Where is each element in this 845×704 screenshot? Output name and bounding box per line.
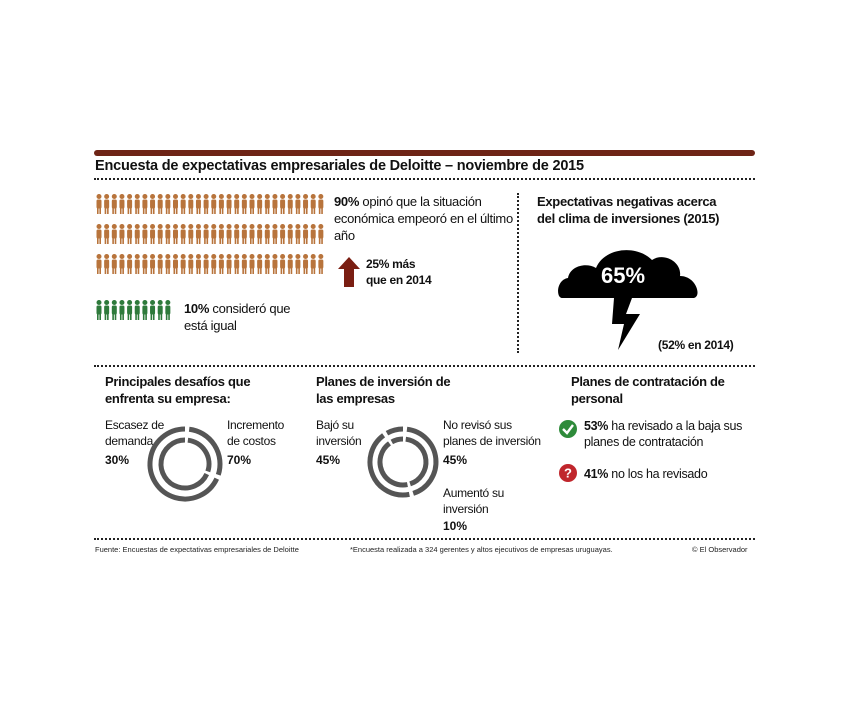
footer-note: *Encuesta realizada a 324 gerentes y altos ejecutivos de empresas uruguayas. [350, 545, 613, 554]
question-icon [558, 463, 578, 483]
person-icon-worse [127, 254, 132, 274]
person-icon-same [158, 300, 163, 320]
person-icon-worse [204, 224, 209, 244]
person-icon-worse [165, 194, 170, 214]
person-icon-worse [257, 194, 262, 214]
person-icon-worse [219, 224, 224, 244]
page-title: Encuesta de expectativas empresariales de Deloitte – noviembre de 2015 [95, 158, 584, 174]
challenges-donut-slice-1 [188, 440, 209, 471]
worse-pct: 90% [334, 194, 360, 209]
person-icon-worse [250, 224, 255, 244]
investment-not-revised-pct: 45% [443, 453, 468, 467]
hiring-title: Planes de contratación de personal [571, 374, 725, 406]
person-icon-worse [135, 254, 140, 274]
footer-source: Fuente: Encuestas de expectativas empresariales de Deloitte [95, 545, 299, 554]
person-icon-worse [119, 194, 124, 214]
hiring-revised-text [584, 418, 754, 450]
person-icon-worse [318, 254, 323, 274]
increase-text: que en 2014 [366, 273, 432, 287]
person-icon-worse [280, 194, 285, 214]
up-arrow-icon [338, 257, 360, 287]
person-icon-worse [318, 224, 323, 244]
person-icon-worse [288, 254, 293, 274]
person-icon-worse [318, 194, 323, 214]
person-icon-worse [135, 224, 140, 244]
person-icon-worse [173, 194, 178, 214]
investment-donut-chart [365, 424, 441, 500]
person-icon-worse [104, 254, 109, 274]
person-icon-worse [158, 194, 163, 214]
same-desc: consideró que está igual [184, 301, 291, 333]
person-icon-worse [234, 224, 239, 244]
person-icon-worse [303, 254, 308, 274]
person-icon-same [135, 300, 140, 320]
person-icon-same [112, 300, 117, 320]
person-icon-worse [265, 194, 270, 214]
climate-title: Expectativas negativas acerca del clima de inversiones (2015) [537, 194, 720, 226]
divider-middle [94, 365, 755, 367]
person-icon-worse [181, 254, 186, 274]
person-icon-same [119, 300, 124, 320]
person-icon-worse [250, 254, 255, 274]
person-icon-worse [119, 254, 124, 274]
divider-bottom [94, 538, 755, 540]
investment-lowered-label: Bajó su inversión [316, 418, 362, 448]
person-icon-worse [265, 224, 270, 244]
person-icon-worse [211, 194, 216, 214]
investment-lowered-pct: 45% [316, 453, 341, 467]
person-icon-worse [181, 224, 186, 244]
hiring-revised-pct: 53% [584, 419, 609, 433]
person-icon-worse [234, 194, 239, 214]
person-icon-worse [219, 254, 224, 274]
person-icon-worse [242, 224, 247, 244]
person-icon-same [97, 300, 102, 320]
person-icon-worse [211, 224, 216, 244]
person-icon-worse [165, 254, 170, 274]
person-icon-worse [150, 194, 155, 214]
hiring-not-revised-desc: no los ha revisado [608, 467, 708, 481]
person-icon-worse [227, 194, 232, 214]
storm-cloud-icon [556, 240, 706, 352]
svg-text:?: ? [564, 465, 572, 481]
person-icon-worse [142, 224, 147, 244]
person-icon-same [165, 300, 170, 320]
investment-not-revised-label: No revisó sus planes de inversión [443, 418, 541, 448]
same-pct: 10% [184, 301, 210, 316]
hiring-not-revised-pct: 41% [584, 467, 609, 481]
person-icon-worse [119, 224, 124, 244]
challenges-left-pct: 30% [105, 453, 130, 467]
person-icon-worse [97, 254, 102, 274]
person-icon-worse [112, 254, 117, 274]
person-icon-worse [112, 224, 117, 244]
person-icon-worse [227, 224, 232, 244]
challenges-right-pct: 70% [227, 453, 252, 467]
hiring-revised-desc: ha revisado a la baja sus planes de contratación [584, 419, 743, 449]
person-icon-worse [265, 254, 270, 274]
person-icon-worse [188, 254, 193, 274]
person-icon-worse [158, 254, 163, 274]
person-icon-worse [272, 254, 277, 274]
person-icon-worse [250, 194, 255, 214]
person-icon-worse [173, 254, 178, 274]
climate-prev: (52% en 2014) [658, 338, 734, 352]
worse-desc: opinó que la situación económica empeoró en el último año [334, 194, 513, 243]
person-icon-worse [173, 224, 178, 244]
worse-text [334, 193, 514, 244]
person-icon-worse [188, 194, 193, 214]
person-icon-worse [196, 254, 201, 274]
person-icon-worse [272, 224, 277, 244]
person-icon-worse [181, 194, 186, 214]
person-icon-worse [272, 194, 277, 214]
person-icon-worse [127, 224, 132, 244]
person-icon-worse [288, 224, 293, 244]
person-icon-worse [257, 224, 262, 244]
increase-pct: 25% más [366, 257, 416, 271]
check-icon [558, 419, 578, 439]
person-icon-worse [165, 224, 170, 244]
person-icon-worse [219, 194, 224, 214]
investment-raised-label: Aumentó su inversión [443, 486, 505, 516]
person-icon-worse [150, 224, 155, 244]
person-icon-worse [196, 224, 201, 244]
person-icon-worse [127, 194, 132, 214]
person-icon-worse [280, 254, 285, 274]
divider-vertical [517, 193, 519, 353]
person-icon-worse [303, 224, 308, 244]
person-icon-worse [257, 254, 262, 274]
investment-donut-slice-3 [387, 429, 403, 433]
person-icon-worse [97, 194, 102, 214]
investment-raised-pct: 10% [443, 519, 468, 533]
person-icon-worse [295, 224, 300, 244]
hiring-not-revised-text [584, 466, 754, 482]
person-icon-worse [211, 254, 216, 274]
investment-donut-slice-2 [380, 443, 407, 485]
person-icon-worse [242, 254, 247, 274]
challenges-right-label: Incremento de costos [227, 418, 285, 448]
person-icon-worse [227, 254, 232, 274]
person-icon-worse [104, 194, 109, 214]
person-icon-worse [311, 254, 316, 274]
person-icon-worse [242, 194, 247, 214]
person-icon-worse [295, 194, 300, 214]
person-icon-worse [150, 254, 155, 274]
footer-credit: © El Observador [692, 545, 748, 554]
challenges-left-label: Escasez de demanda [105, 418, 165, 448]
person-icon-worse [142, 194, 147, 214]
person-icon-same [127, 300, 132, 320]
person-icon-worse [204, 254, 209, 274]
person-icon-worse [295, 254, 300, 274]
person-icon-worse [311, 224, 316, 244]
person-icon-worse [204, 194, 209, 214]
person-icon-worse [234, 254, 239, 274]
person-icon-worse [311, 194, 316, 214]
challenges-donut-chart [145, 424, 225, 504]
person-icon-worse [142, 254, 147, 274]
person-icon-worse [196, 194, 201, 214]
person-icon-worse [303, 194, 308, 214]
person-icon-worse [158, 224, 163, 244]
climate-pct: 65% [601, 263, 646, 288]
person-icon-worse [104, 224, 109, 244]
investment-donut-slice-1 [406, 439, 426, 484]
person-icon-worse [97, 224, 102, 244]
person-icon-worse [112, 194, 117, 214]
investment-title: Planes de inversión de las empresas [316, 374, 451, 406]
person-icon-same [142, 300, 147, 320]
person-icon-worse [280, 224, 285, 244]
person-icon-same [150, 300, 155, 320]
person-icon-worse [188, 224, 193, 244]
investment-donut-slice-3 [392, 439, 403, 442]
person-icon-worse [135, 194, 140, 214]
same-text [184, 300, 314, 334]
person-icon-worse [288, 194, 293, 214]
person-icon-same [104, 300, 109, 320]
challenges-title: Principales desafíos que enfrenta su empresa: [105, 374, 251, 406]
